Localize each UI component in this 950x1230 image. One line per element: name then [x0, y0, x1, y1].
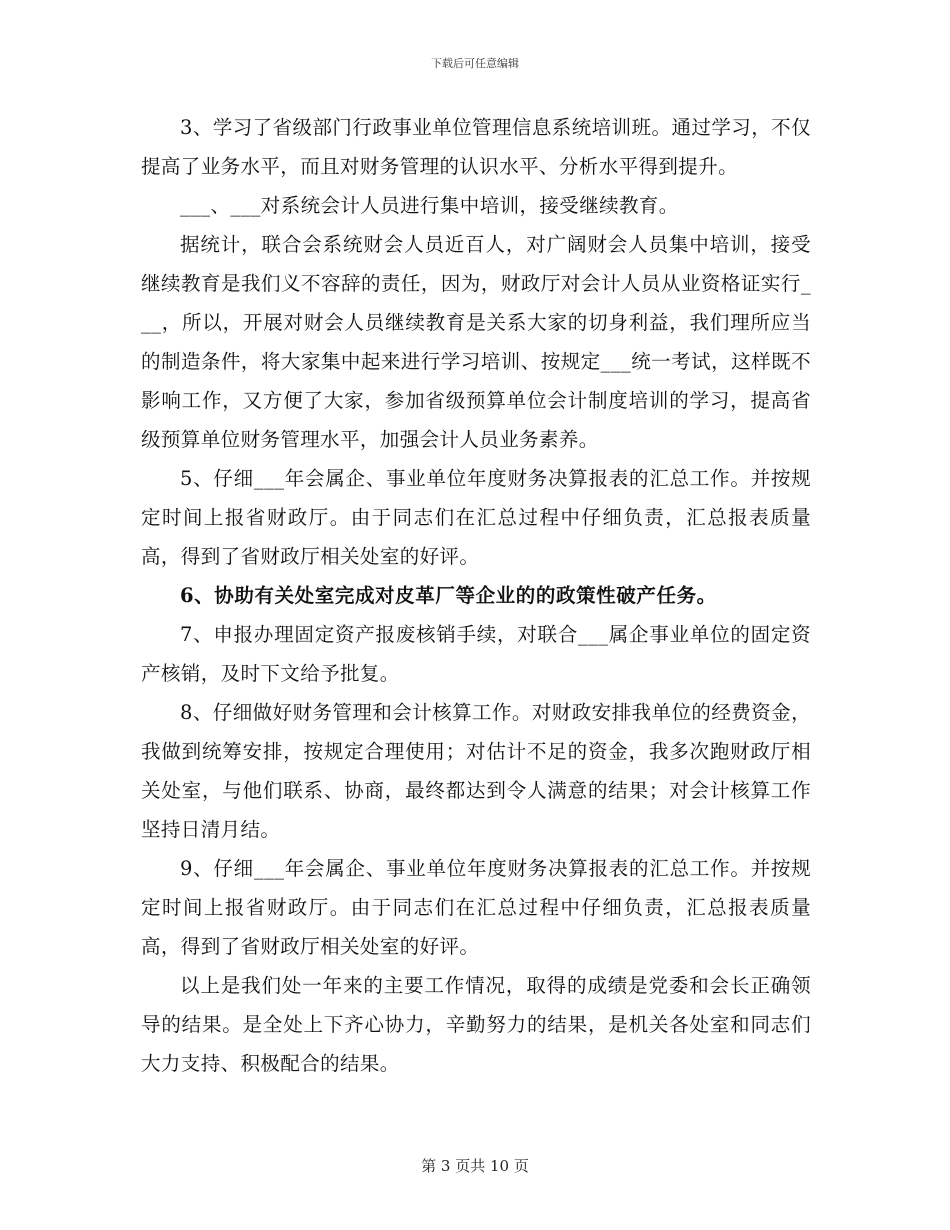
paragraph-statistics: 据统计，联合会系统财会人员近百人，对广阔财会人员集中培训，接受继续教育是我们义不容辞的责任，因为，财政厅对会计人员从业资格证实行___，所以，开展对财会人员继续教育是关系大家的切身利益，我们理所应当的制造条件，将大家集中起来进行学习培训、按规定___统一考试，这样既不影响工作，又方便了大家，参加省级预算单位会计制度培训的学习，提高省级预算单位财务管理水平，加强会计人员业务素养。	[141, 233, 811, 451]
paragraph-summary: 以上是我们处一年来的主要工作情况，取得的成绩是党委和会长正确领导的结果。是全处上下齐心协力，辛勤努力的结果，是机关各处室和同志们大力支持、积极配合的结果。	[141, 974, 811, 1075]
paragraph-training-heading: ___、___对系统会计人员进行集中培训，接受继续教育。	[180, 194, 679, 217]
page-number: 第 3 页共 10 页	[421, 1157, 529, 1175]
paragraph-item-5: 5、仔细___年会属企、事业单位年度财务决算报表的汇总工作。并按规定时间上报省财政厅。由于同志们在汇总过程中仔细负责，汇总报表质量高，得到了省财政厅相关处室的好评。	[141, 467, 811, 568]
paragraph-item-6: 6、协助有关处室完成对皮革厂等企业的的政策性破产任务。	[180, 584, 717, 607]
paragraph-item-7: 7、申报办理固定资产报废核销手续，对联合___属企事业单位的固定资产核销，及时下文给予批复。	[141, 623, 811, 685]
paragraph-item-3: 3、学习了省级部门行政事业单位管理信息系统培训班。通过学习，不仅提高了业务水平，而且对财务管理的认识水平、分析水平得到提升。	[141, 116, 811, 178]
page-header: 下载后可任意编辑	[431, 57, 519, 70]
document-body	[141, 108, 811, 1083]
paragraph-item-9: 9、仔细___年会属企、事业单位年度财务决算报表的汇总工作。并按规定时间上报省财政厅。由于同志们在汇总过程中仔细负责，汇总报表质量高，得到了省财政厅相关处室的好评。	[141, 857, 811, 958]
paragraph-item-8: 8、仔细做好财务管理和会计核算工作。对财政安排我单位的经费资金，我做到统筹安排，按规定合理使用；对估计不足的资金，我多次跑财政厅相关处室，与他们联系、协商，最终都达到令人满意的结果；对会计核算工作坚持日清月结。	[141, 701, 811, 841]
